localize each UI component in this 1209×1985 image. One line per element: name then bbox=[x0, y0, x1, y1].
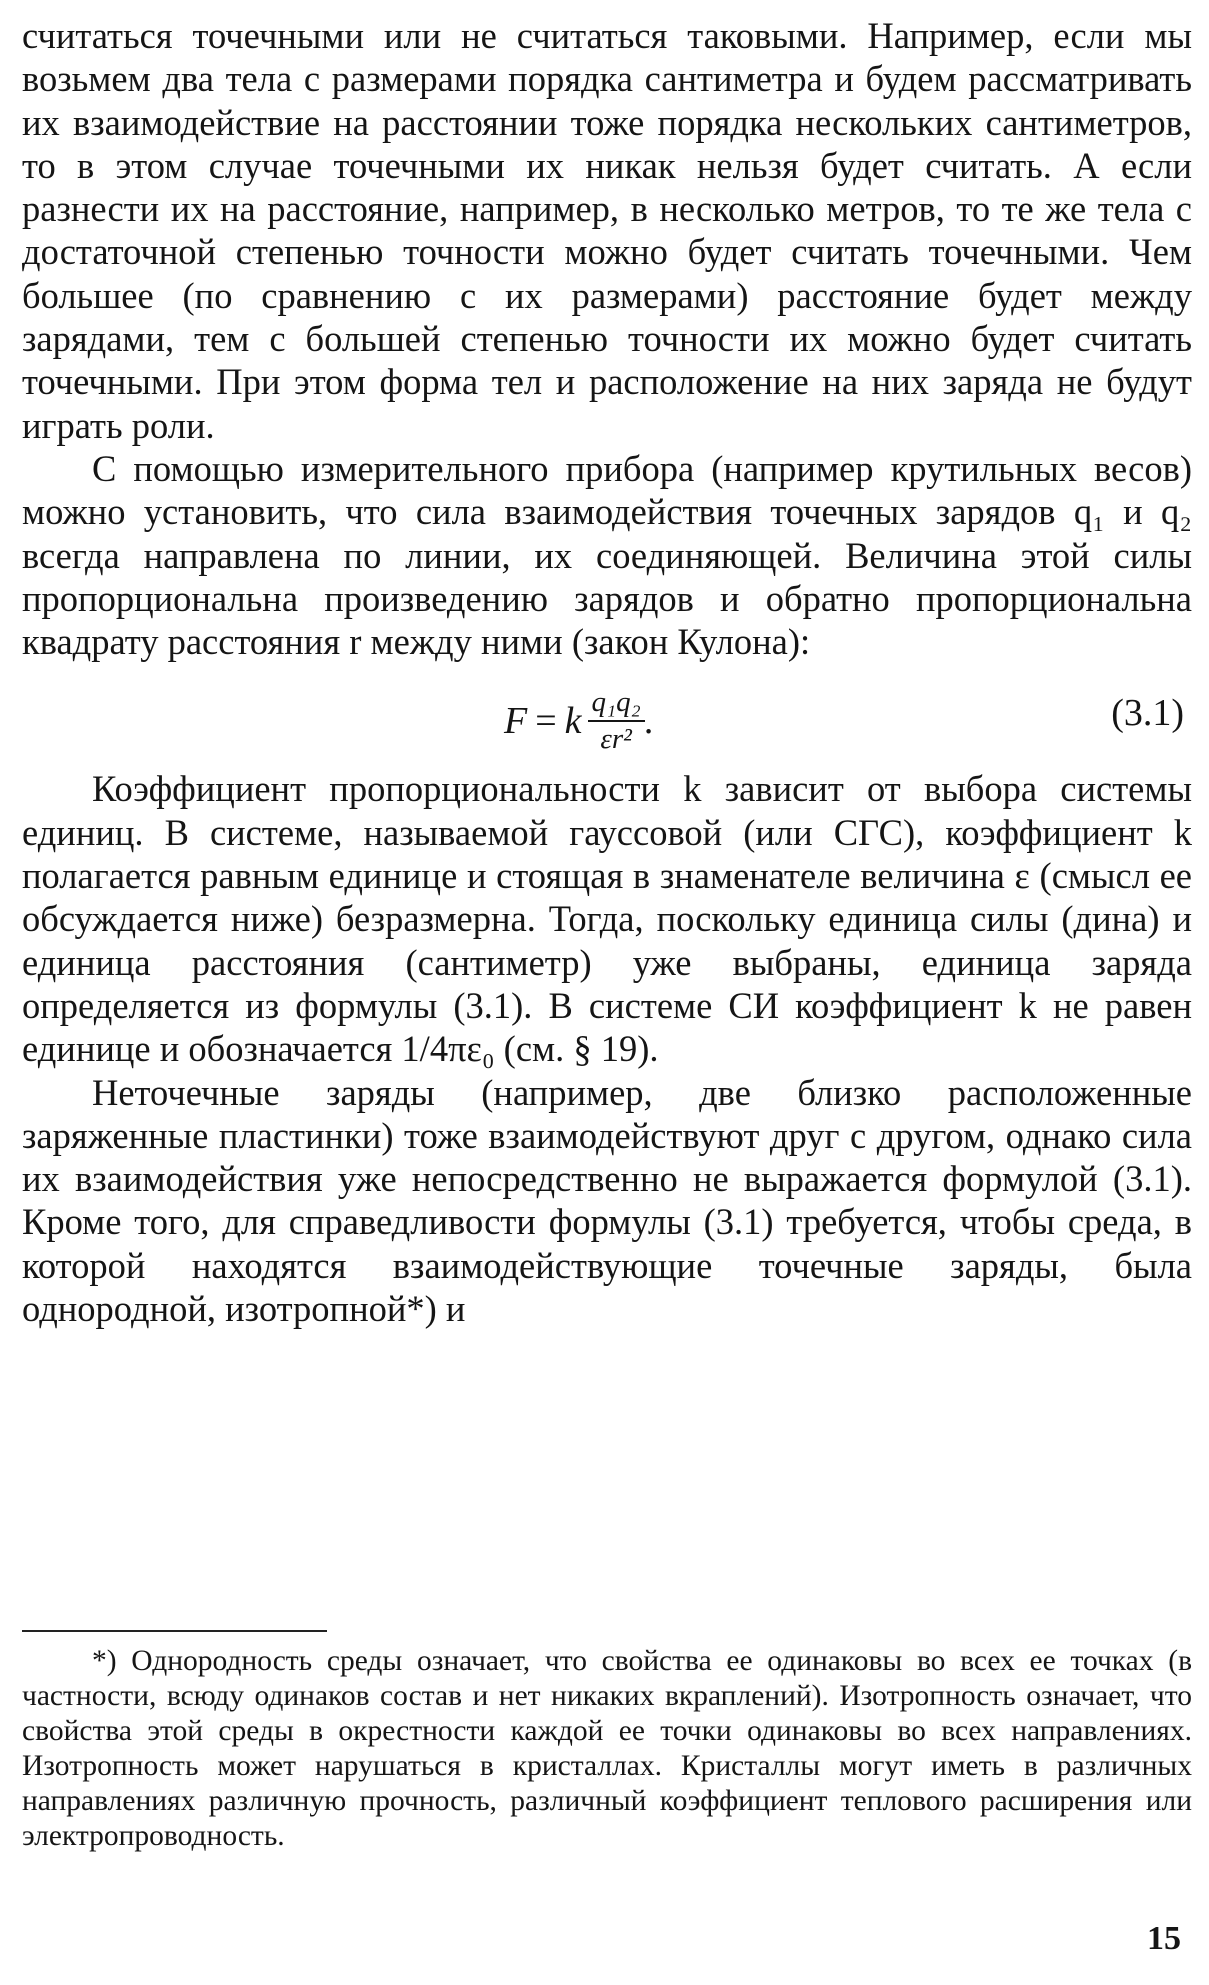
formula-force-symbol: F bbox=[504, 700, 528, 743]
page-number: 15 bbox=[1147, 1920, 1181, 1957]
equation-3-1 bbox=[22, 671, 1192, 763]
equation-number: (3.1) bbox=[1111, 692, 1184, 735]
footnote: *) Однородность среды означает, что свойства ее одинаковы во всех ее точках (в частности, всюду одинаков состав и нет никаких вкраплений). Изотропность означает, что свойства этой среды в окрестности каждой ее точки одинаковы во всех направлениях. Изотропность может нарушаться в кристаллах. Кристаллы могут иметь в различных направлениях различную прочность, различный коэффициент теплового расширения или электропроводность. bbox=[22, 1645, 1192, 1852]
formula-equals-sign: = bbox=[535, 700, 557, 743]
formula-fraction bbox=[588, 687, 645, 755]
footnote-divider bbox=[22, 1630, 327, 1632]
paragraph-coulomb-law-intro: С помощью измерительного прибора (например крутильных весов) можно установить, что сила взаимодействия точечных зарядов q₁ и q₂ всегда направлена по линии, их соединяющей. Величина этой силы пропорциональна произведению зарядов и обратно пропорциональна квадрату расстояния r между ними (закон Кулона): bbox=[22, 447, 1192, 663]
paragraph-proportionality-coefficient: Коэффициент пропорциональности k зависит от выбора системы единиц. В системе, называемой гауссовой (или СГС), коэффициент k полагается равным единице и стоящая в знаменателе величина ε (смысл ее обсуждается ниже) безразмерна. Тогда, поскольку единица силы (дина) и единица расстояния (сантиметр) уже выбраны, единица заряда определяется из формулы (3.1). В системе СИ коэффициент k не равен единице и обозначается 1/4πε₀ (см. § 19). bbox=[22, 768, 1192, 1070]
formula-denominator: εr² bbox=[600, 723, 632, 756]
formula-numerator: q₁q₂ bbox=[588, 687, 645, 722]
paragraph-non-point-charges: Неточечные заряды (например, две близко расположенные заряженные пластинки) тоже взаимодействуют друг с другом, однако сила их взаимодействия уже непосредственно не выражается формулой (3.1). Кроме того, для справедливости формулы (3.1) требуется, чтобы среда, в которой находятся взаимодействующие точечные заряды, была однородной, изотропной*) и bbox=[22, 1071, 1192, 1330]
coulomb-formula bbox=[504, 687, 654, 755]
page-body bbox=[22, 14, 1192, 1330]
paragraph-point-charges: считаться точечными или не считаться таковыми. Например, если мы возьмем два тела с размерами порядка сантиметра и будем рассматривать их взаимодействие на расстоянии тоже порядка нескольких сантиметров, то в этом случае точечными их никак нельзя будет считать. А если разнести их на расстояние, например, в несколько метров, то те же тела с достаточной степенью точности можно будет считать точечными. Чем большее (по сравнению с их размерами) расстояние будет между зарядами, тем с большей степенью точности их можно будет считать точечными. При этом форма тел и расположение на них заряда не будут играть роли. bbox=[22, 15, 1192, 446]
formula-terminator: . bbox=[644, 700, 655, 743]
formula-coefficient: k bbox=[564, 700, 582, 743]
